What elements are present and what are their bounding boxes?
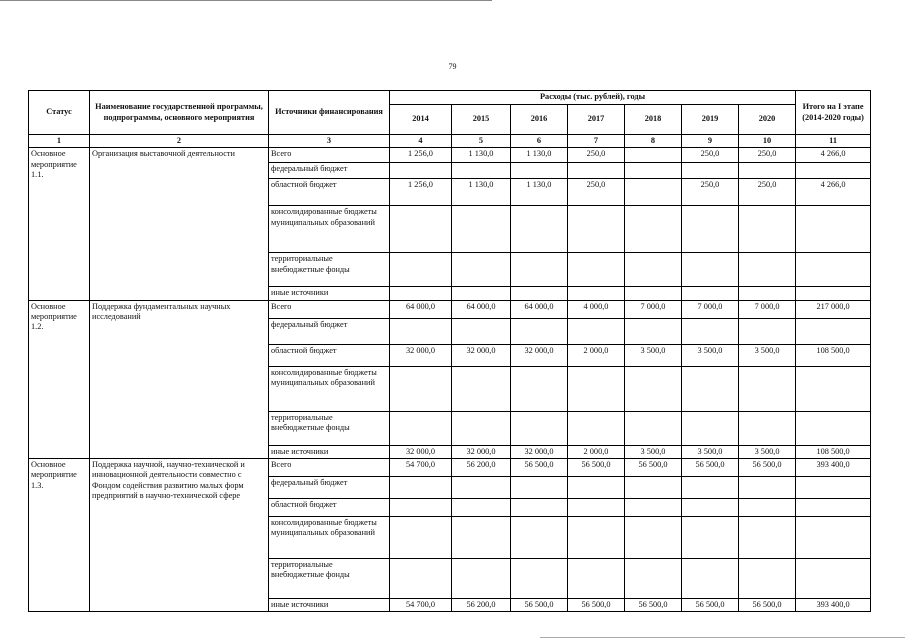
value-cell: 64 000,0 [390, 300, 452, 318]
value-cell [568, 206, 625, 253]
header-year: 2016 [511, 105, 568, 135]
value-cell [452, 559, 511, 599]
value-cell: 1 256,0 [390, 148, 452, 163]
value-cell: 54 700,0 [390, 599, 452, 612]
value-cell [625, 477, 682, 499]
value-cell [682, 287, 739, 300]
bottom-rule [540, 637, 905, 638]
header-program: Наименование государственной программы, подпрограммы, основного мероприятия [90, 91, 269, 135]
value-cell [682, 206, 739, 253]
value-cell: 1 130,0 [452, 179, 511, 206]
total-cell [796, 517, 871, 559]
value-cell [390, 366, 452, 411]
value-cell [511, 477, 568, 499]
header-year: 2020 [739, 105, 796, 135]
value-cell [390, 163, 452, 179]
program-name-cell: Поддержка фундаментальных научных исследований [90, 300, 269, 458]
value-cell: 32 000,0 [390, 344, 452, 366]
value-cell: 32 000,0 [452, 445, 511, 458]
value-cell: 56 500,0 [511, 599, 568, 612]
value-cell: 56 500,0 [511, 459, 568, 477]
value-cell: 7 000,0 [682, 300, 739, 318]
value-cell: 32 000,0 [511, 344, 568, 366]
value-cell: 7 000,0 [739, 300, 796, 318]
value-cell [682, 366, 739, 411]
column-number: 4 [390, 135, 452, 148]
source-cell: иные источники [269, 599, 390, 612]
value-cell [568, 318, 625, 344]
header-status: Статус [29, 91, 90, 135]
value-cell [452, 287, 511, 300]
value-cell [511, 411, 568, 445]
source-cell: территориальные внебюджетные фонды [269, 559, 390, 599]
status-cell: Основное мероприятие 1.2. [29, 300, 90, 458]
header-source: Источники финансирования [269, 91, 390, 135]
value-cell: 250,0 [682, 148, 739, 163]
value-cell: 56 500,0 [739, 459, 796, 477]
header-total: Итого на I этапе (2014-2020 годы) [796, 91, 871, 135]
source-cell: иные источники [269, 445, 390, 458]
table-row [29, 459, 871, 477]
value-cell [568, 366, 625, 411]
total-cell [796, 163, 871, 179]
value-cell [390, 206, 452, 253]
total-cell [796, 318, 871, 344]
value-cell [625, 517, 682, 559]
total-cell [796, 411, 871, 445]
value-cell [682, 163, 739, 179]
value-cell: 1 130,0 [511, 179, 568, 206]
header-year: 2014 [390, 105, 452, 135]
value-cell [625, 206, 682, 253]
table-row [29, 300, 871, 318]
value-cell [625, 148, 682, 163]
source-cell: областной бюджет [269, 344, 390, 366]
value-cell [511, 366, 568, 411]
value-cell [739, 517, 796, 559]
header-year: 2017 [568, 105, 625, 135]
value-cell [568, 411, 625, 445]
value-cell: 250,0 [568, 179, 625, 206]
value-cell [568, 477, 625, 499]
value-cell: 250,0 [739, 179, 796, 206]
value-cell [739, 287, 796, 300]
value-cell [739, 559, 796, 599]
value-cell: 32 000,0 [390, 445, 452, 458]
value-cell [390, 318, 452, 344]
value-cell [682, 477, 739, 499]
value-cell [739, 477, 796, 499]
value-cell [739, 366, 796, 411]
source-cell: федеральный бюджет [269, 318, 390, 344]
value-cell [511, 499, 568, 517]
source-cell: Всего [269, 459, 390, 477]
value-cell: 250,0 [739, 148, 796, 163]
budget-table [28, 90, 871, 612]
source-cell: областной бюджет [269, 499, 390, 517]
value-cell: 250,0 [682, 179, 739, 206]
value-cell [511, 253, 568, 287]
value-cell: 4 000,0 [568, 300, 625, 318]
value-cell [568, 559, 625, 599]
total-cell: 393 400,0 [796, 599, 871, 612]
column-number: 9 [682, 135, 739, 148]
value-cell [625, 559, 682, 599]
value-cell: 56 500,0 [568, 599, 625, 612]
total-cell [796, 477, 871, 499]
value-cell: 54 700,0 [390, 459, 452, 477]
total-cell [796, 559, 871, 599]
value-cell [682, 411, 739, 445]
value-cell [625, 366, 682, 411]
value-cell [739, 411, 796, 445]
value-cell [682, 517, 739, 559]
value-cell [739, 163, 796, 179]
value-cell: 1 130,0 [452, 148, 511, 163]
source-cell: иные источники [269, 287, 390, 300]
source-cell: консолидированные бюджеты муниципальных образований [269, 366, 390, 411]
value-cell [452, 318, 511, 344]
value-cell [625, 411, 682, 445]
value-cell: 3 500,0 [739, 445, 796, 458]
value-cell: 3 500,0 [682, 445, 739, 458]
value-cell [568, 253, 625, 287]
value-cell [739, 499, 796, 517]
value-cell [452, 366, 511, 411]
value-cell [452, 499, 511, 517]
source-cell: территориальные внебюджетные фонды [269, 253, 390, 287]
value-cell [452, 163, 511, 179]
top-rule [0, 0, 492, 1]
value-cell [568, 163, 625, 179]
column-number: 2 [90, 135, 269, 148]
value-cell: 2 000,0 [568, 344, 625, 366]
value-cell [390, 517, 452, 559]
source-cell: консолидированные бюджеты муниципальных образований [269, 517, 390, 559]
header-expenses: Расходы (тыс. рублей), годы [390, 91, 796, 105]
value-cell: 64 000,0 [511, 300, 568, 318]
header-year: 2019 [682, 105, 739, 135]
total-cell: 393 400,0 [796, 459, 871, 477]
total-cell [796, 366, 871, 411]
value-cell [625, 287, 682, 300]
value-cell [511, 206, 568, 253]
total-cell: 108 500,0 [796, 344, 871, 366]
total-cell [796, 287, 871, 300]
value-cell [739, 206, 796, 253]
value-cell [625, 253, 682, 287]
status-cell: Основное мероприятие 1.3. [29, 459, 90, 612]
source-cell: консолидированные бюджеты муниципальных образований [269, 206, 390, 253]
source-cell: Всего [269, 148, 390, 163]
header-year: 2018 [625, 105, 682, 135]
value-cell [625, 163, 682, 179]
value-cell [739, 253, 796, 287]
value-cell: 56 200,0 [452, 459, 511, 477]
column-number: 6 [511, 135, 568, 148]
value-cell: 32 000,0 [511, 445, 568, 458]
source-cell: Всего [269, 300, 390, 318]
value-cell [625, 179, 682, 206]
value-cell: 56 500,0 [739, 599, 796, 612]
value-cell [625, 499, 682, 517]
value-cell: 3 500,0 [739, 344, 796, 366]
value-cell: 56 500,0 [682, 459, 739, 477]
program-name-cell: Поддержка научной, научно-технической и инновационной деятельности совместно с Фондом содействия развитию малых форм предприятий в научно-технической сфере [90, 459, 269, 612]
source-cell: областной бюджет [269, 179, 390, 206]
total-cell [796, 206, 871, 253]
total-cell [796, 253, 871, 287]
column-number: 5 [452, 135, 511, 148]
value-cell: 56 500,0 [568, 459, 625, 477]
column-number: 3 [269, 135, 390, 148]
value-cell [390, 477, 452, 499]
status-cell: Основное мероприятие 1.1. [29, 148, 90, 300]
value-cell: 56 500,0 [625, 599, 682, 612]
total-cell: 217 000,0 [796, 300, 871, 318]
program-name-cell: Организация выставочной деятельности [90, 148, 269, 300]
value-cell [452, 517, 511, 559]
source-cell: федеральный бюджет [269, 163, 390, 179]
column-number: 8 [625, 135, 682, 148]
value-cell [452, 411, 511, 445]
value-cell [511, 318, 568, 344]
header-year: 2015 [452, 105, 511, 135]
value-cell [682, 253, 739, 287]
value-cell [390, 253, 452, 287]
column-number: 10 [739, 135, 796, 148]
value-cell [682, 559, 739, 599]
total-cell: 4 266,0 [796, 148, 871, 163]
value-cell: 56 200,0 [452, 599, 511, 612]
table-row [29, 148, 871, 163]
source-cell: территориальные внебюджетные фонды [269, 411, 390, 445]
value-cell [625, 318, 682, 344]
value-cell [511, 287, 568, 300]
value-cell [568, 517, 625, 559]
total-cell [796, 499, 871, 517]
value-cell: 32 000,0 [452, 344, 511, 366]
value-cell [390, 411, 452, 445]
value-cell: 250,0 [568, 148, 625, 163]
value-cell [390, 287, 452, 300]
value-cell: 2 000,0 [568, 445, 625, 458]
value-cell: 7 000,0 [625, 300, 682, 318]
source-cell: федеральный бюджет [269, 477, 390, 499]
column-number: 7 [568, 135, 625, 148]
value-cell [511, 517, 568, 559]
column-number: 11 [796, 135, 871, 148]
value-cell [390, 559, 452, 599]
value-cell: 56 500,0 [682, 599, 739, 612]
value-cell [568, 287, 625, 300]
value-cell [682, 318, 739, 344]
value-cell: 64 000,0 [452, 300, 511, 318]
total-cell: 4 266,0 [796, 179, 871, 206]
total-cell: 108 500,0 [796, 445, 871, 458]
value-cell [568, 499, 625, 517]
value-cell: 3 500,0 [625, 445, 682, 458]
column-number: 1 [29, 135, 90, 148]
value-cell: 1 256,0 [390, 179, 452, 206]
value-cell [682, 499, 739, 517]
value-cell [511, 163, 568, 179]
value-cell: 56 500,0 [625, 459, 682, 477]
value-cell: 3 500,0 [625, 344, 682, 366]
value-cell [452, 477, 511, 499]
value-cell [452, 253, 511, 287]
value-cell: 3 500,0 [682, 344, 739, 366]
page-number: 79 [448, 62, 457, 71]
value-cell [390, 499, 452, 517]
value-cell: 1 130,0 [511, 148, 568, 163]
value-cell [452, 206, 511, 253]
value-cell [511, 559, 568, 599]
value-cell [739, 318, 796, 344]
